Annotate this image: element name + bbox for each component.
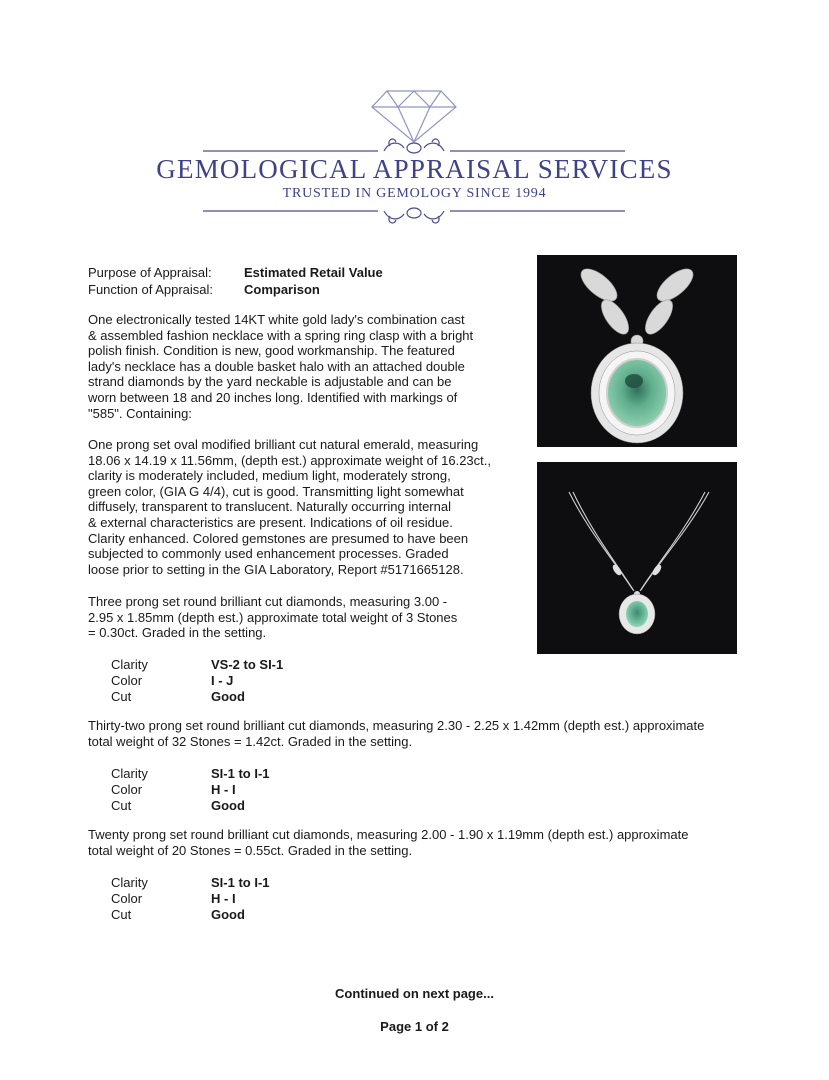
cut-value: Good: [211, 689, 245, 704]
text-line: subjected to commonly used enhancement processes. Graded: [88, 546, 449, 562]
text-line: lady's necklace has a double basket halo with an attached double: [88, 358, 465, 374]
text-line: Three prong set round brilliant cut diamonds, measuring 3.00 -: [88, 594, 448, 609]
text-line: worn between 18 and 20 inches long. Identified with markings of: [88, 389, 458, 405]
necklace-closeup-photo: [537, 255, 737, 447]
necklace-full-photo: [537, 462, 737, 654]
text-line: = 0.30ct. Graded in the setting.: [88, 625, 267, 641]
continued-note: Continued on next page...: [335, 986, 494, 1001]
text-line: green color, (GIA G 4/4), cut is good. Transmitting light somewhat: [88, 483, 464, 499]
text-line: & external characteristics are present. Indications of oil residue.: [88, 514, 453, 530]
clarity-value: VS-2 to SI-1: [211, 657, 284, 672]
text-line: total weight of 20 Stones = 0.55ct. Graded in the setting.: [88, 842, 413, 858]
item-description: [88, 312, 508, 421]
cut-label: Cut: [111, 798, 132, 813]
text-line: 2.95 x 1.85mm (depth est.) approximate total weight of 3 Stones: [88, 609, 458, 625]
text-line: Twenty prong set round brilliant cut diamonds, measuring 2.00 - 1.90 x 1.19mm (depth est.) approximate: [88, 827, 689, 842]
clarity-label: Clarity: [111, 875, 148, 890]
text-line: total weight of 32 Stones = 1.42ct. Graded in the setting.: [88, 733, 413, 749]
color-value: I - J: [211, 673, 234, 688]
diamond-group-2-description: [88, 718, 748, 749]
function-value: Comparison: [244, 282, 320, 297]
color-value: H - I: [211, 891, 236, 906]
cut-value: Good: [211, 798, 245, 813]
color-value: H - I: [211, 782, 236, 797]
cut-label: Cut: [111, 907, 132, 922]
text-line: One electronically tested 14KT white gold lady's combination cast: [88, 312, 465, 327]
text-line: loose prior to setting in the GIA Laboratory, Report #5171665128.: [88, 561, 464, 577]
cut-value: Good: [211, 907, 245, 922]
color-label: Color: [111, 782, 143, 797]
text-line: & assembled fashion necklace with a spring ring clasp with a bright: [88, 327, 474, 343]
page-number: Page 1 of 2: [380, 1019, 449, 1034]
text-line: strand diamonds by the yard neckable is adjustable and can be: [88, 374, 452, 390]
color-label: Color: [111, 673, 143, 688]
text-line: Thirty-two prong set round brilliant cut diamonds, measuring 2.30 - 2.25 x 1.42mm (depth est.) approximate: [88, 718, 705, 733]
text-line: Clarity enhanced. Colored gemstones are presumed to have been: [88, 530, 469, 546]
cut-label: Cut: [111, 689, 132, 704]
clarity-value: SI-1 to I-1: [211, 766, 270, 781]
text-line: clarity is moderately included, medium light, moderately strong,: [88, 468, 451, 484]
company-tagline: TRUSTED IN GEMOLOGY SINCE 1994: [282, 186, 547, 201]
color-label: Color: [111, 891, 143, 906]
text-line: 18.06 x 14.19 x 11.56mm, (depth est.) approximate weight of 16.23ct.,: [88, 452, 491, 468]
clarity-label: Clarity: [111, 657, 148, 672]
text-line: diffusely, transparent to translucent. Naturally occurring internal: [88, 499, 451, 515]
purpose-label: Purpose of Appraisal:: [88, 265, 212, 280]
text-line: polish finish. Condition is new, good workmanship. The featured: [88, 343, 455, 359]
company-name: GEMOLOGICAL APPRAISAL SERVICES: [156, 154, 673, 184]
clarity-value: SI-1 to I-1: [211, 875, 270, 890]
function-label: Function of Appraisal:: [88, 282, 214, 297]
diamond-group-3-description: [88, 827, 748, 858]
diamond-group-1-description: [88, 594, 508, 641]
clarity-label: Clarity: [111, 766, 148, 781]
text-line: "585". Containing:: [88, 405, 192, 421]
text-line: One prong set oval modified brilliant cut natural emerald, measuring: [88, 437, 479, 452]
emerald-description: [88, 437, 508, 577]
company-logo: [0, 0, 829, 235]
purpose-value: Estimated Retail Value: [244, 265, 383, 280]
